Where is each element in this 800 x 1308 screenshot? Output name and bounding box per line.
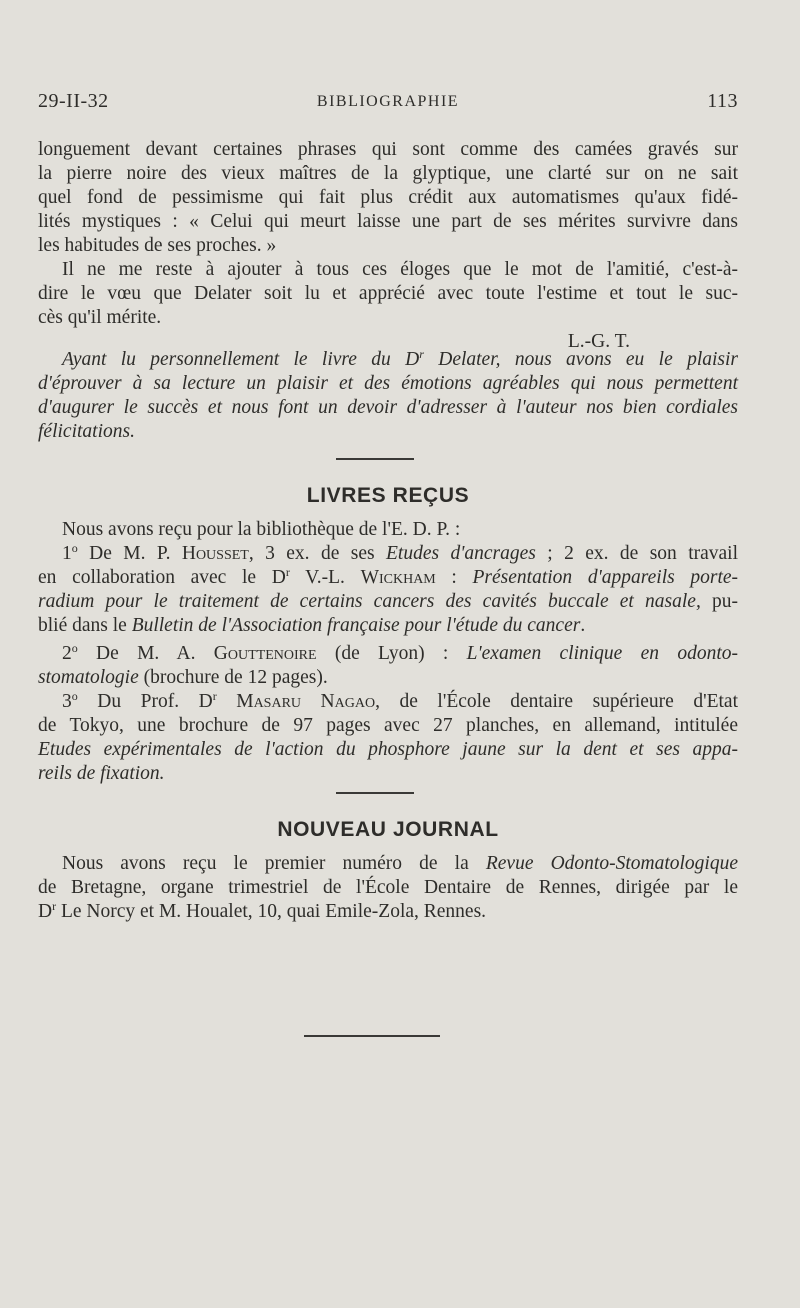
journal-title: Revue Odonto-Stomatologique	[485, 853, 738, 874]
editorial-note	[38, 348, 738, 444]
running-header	[38, 90, 738, 118]
note-line	[38, 348, 738, 372]
item-text	[217, 691, 237, 712]
item-text: pu-	[700, 591, 738, 612]
livres-intro: Nous avons reçu pour la bibliothèque de l'E. D. P. :	[62, 519, 461, 540]
note-text: Ayant lu personnellement le livre du D	[62, 349, 420, 370]
item-number: 2	[62, 643, 72, 664]
list-item	[38, 542, 738, 566]
item-text: De M. A.	[77, 643, 214, 664]
work-title: Présentation d'appareils porte-	[472, 567, 739, 588]
review-line: la pierre noire des vieux maîtres de la glyptique, une clarté sur on ne sait	[38, 163, 738, 184]
section-divider	[336, 458, 414, 460]
note-line: félicitations.	[38, 421, 135, 442]
superscript: r	[212, 689, 217, 703]
item-text: , de l'École dentaire supérieure d'Etat	[375, 691, 738, 712]
work-title: Etudes d'ancrages	[385, 543, 536, 564]
review-line: Il ne me reste à ajouter à tous ces éloges que le mot de l'amitié, c'est-à-	[62, 259, 738, 280]
work-title: stomatologie	[38, 667, 139, 688]
review-text	[38, 138, 738, 354]
item-text: (de Lyon) :	[316, 643, 467, 664]
work-title: radium pour le traitement de certains cancers des cavités buccale et nasale,	[38, 591, 701, 612]
review-line: longuement devant certaines phrases qui sont comme des camées gravés sur	[38, 139, 738, 160]
list-item	[38, 642, 738, 666]
header-date: 29-II-32	[38, 90, 109, 112]
note-line: d'augurer le succès et nous font un devoir d'adresser à l'auteur nos bien cordiales	[38, 397, 738, 418]
work-title: Bulletin de l'Association française pour l'étude du cancer	[131, 615, 581, 636]
livres-section	[38, 518, 738, 786]
journal-text: Nous avons reçu le premier numéro de la	[62, 853, 486, 874]
list-item-line	[38, 666, 738, 690]
journal-text: Le Norcy et M. Houalet, 10, quai Emile-Zola, Rennes.	[56, 901, 487, 922]
work-title: Etudes expérimentales de l'action du phosphore jaune sur la dent et ses appa-	[38, 739, 738, 760]
item-text: V.-L.	[289, 567, 361, 588]
item-number: 1	[62, 543, 72, 564]
item-text: ; 2 ex. de son travail	[535, 543, 739, 564]
review-line: lités mystiques : « Celui qui meurt laisse une part de ses mérites survivre dans	[38, 211, 738, 232]
item-text: en collaboration avec le D	[38, 567, 286, 588]
superscript: r	[52, 899, 57, 913]
header-section-title: BIBLIOGRAPHIE	[316, 93, 460, 110]
superscript: o	[71, 689, 78, 703]
work-title: L'examen clinique en odonto-	[466, 643, 738, 664]
journal-section	[38, 852, 738, 924]
item-text: De M. P.	[77, 543, 182, 564]
note-line: d'éprouver à sa lecture un plaisir et des émotions agréables qui nous permettent	[38, 373, 738, 394]
author-name: Housset	[181, 543, 249, 564]
item-text: .	[580, 615, 586, 636]
page-number: 113	[707, 90, 738, 112]
review-line: les habitudes de ses proches. »	[38, 235, 277, 256]
author-name: Masaru Nagao	[236, 691, 376, 712]
list-item	[38, 690, 738, 714]
superscript: r	[419, 347, 424, 361]
journal-text: D	[38, 901, 53, 922]
list-item-line: de Tokyo, une brochure de 97 pages avec 27 planches, en allemand, intitulée	[38, 715, 738, 736]
item-text: :	[435, 567, 473, 588]
section-divider	[336, 792, 414, 794]
item-number: 3	[62, 691, 72, 712]
superscript: o	[71, 541, 78, 555]
superscript: r	[285, 565, 290, 579]
review-signature: L.-G. T.	[567, 331, 630, 352]
list-item-line	[38, 566, 738, 590]
review-line: dire le vœu que Delater soit lu et apprécié avec toute l'estime et tout le suc-	[38, 283, 738, 304]
list-item-line	[38, 590, 738, 614]
section-heading-livres: LIVRES REÇUS	[306, 484, 470, 507]
note-text: Delater, nous avons eu le plaisir	[423, 349, 738, 370]
list-item-line	[38, 614, 738, 638]
author-name: Gouttenoire	[213, 643, 317, 664]
journal-line: de Bretagne, organe trimestriel de l'École Dentaire de Rennes, dirigée par le	[38, 877, 738, 898]
journal-line	[38, 852, 738, 876]
author-name: Wickham	[360, 567, 436, 588]
item-text: Du Prof. D	[77, 691, 213, 712]
item-text: blié dans le	[38, 615, 132, 636]
review-line: cès qu'il mérite.	[38, 307, 162, 328]
item-text: (brochure de 12 pages).	[138, 667, 328, 688]
closing-rule	[304, 1035, 440, 1037]
superscript: o	[71, 641, 78, 655]
review-line: quel fond de pessimisme qui fait plus crédit aux automatismes qu'aux fidé-	[38, 187, 738, 208]
work-title: reils de fixation.	[38, 763, 165, 784]
item-text: , 3 ex. de ses	[248, 543, 386, 564]
journal-line	[38, 900, 738, 924]
section-heading-journal: NOUVEAU JOURNAL	[277, 818, 499, 841]
